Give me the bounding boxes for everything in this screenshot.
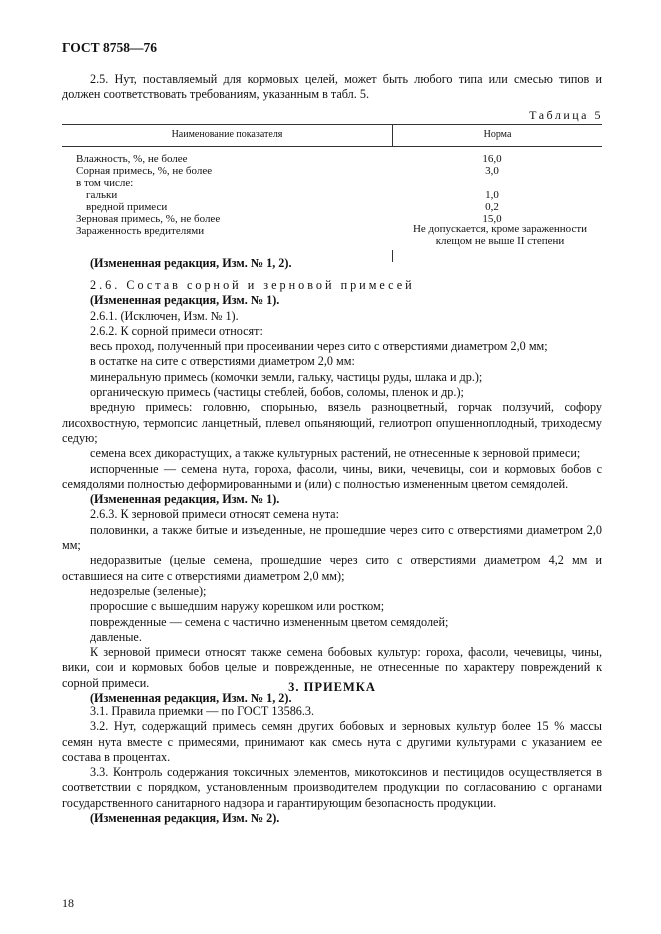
table-cell-name: гальки [86,189,118,201]
list-item: недоразвитые (целые семена, прошедшие через сито с отверстиями диаметром 4,2 мм и оставшиеся на сите с отверстиями диаметром 2,0 мм); [62,553,602,583]
table-cell-value: 3,0 [485,165,499,177]
list-item: проросшие с вышедшим наружу корешком или ростком; [90,599,385,614]
section-3 [62,704,602,826]
table-cell-name: Зерновая примесь, %, не более [76,213,221,225]
table-top-rule [62,124,602,125]
table-cell-note: Не допускается, кроме зараженности клещом не выше II степени [412,223,588,248]
paragraph-2-6-2: 2.6.2. К сорной примеси относят: [90,323,263,338]
edit-note: (Измененная редакция, Изм. № 2). [90,811,280,826]
paragraph-2-6-3: 2.6.3. К зерновой примеси относят семена нута: [90,507,339,522]
table-header-indicator: Наименование показателя [171,129,283,140]
table-cell-name: вредной примеси [86,201,168,213]
section-2-6 [62,278,602,706]
list-item: вредную примесь: головню, спорынью, вязель разноцветный, горчак ползучий, софору лисохвостную, термопсис ланцетный, плевел опьяняющий, гелиотроп опушенноплодный, триходесму седую; [62,400,602,445]
table-row [62,189,602,201]
edit-note: (Измененная редакция, Изм. № 1). [90,293,280,308]
paragraph-3-3: 3.3. Контроль содержания токсичных элементов, микотоксинов и пестицидов осуществляется в соответствии с порядком, установленным производителем продукции по согласованию с органами государственного санитарного надзора и гарантирующим безопасность продукции. [62,765,602,810]
section-3-title: 3. ПРИЕМКА [288,680,376,694]
paragraph-2-5: 2.5. Нут, поставляемый для кормовых целей, может быть любого типа или смесью типов и должен соответствовать требованиям, указанным в табл. 5. [62,72,602,102]
table-cell-name: Зараженность вредителями [76,225,205,237]
edit-note: (Измененная редакция, Изм. № 1, 2). [90,256,292,270]
table-cell-name: Сорная примесь, %, не более [76,165,213,177]
intro-paragraph [62,72,602,103]
table-cell-value: 1,0 [485,189,499,201]
table-row [62,153,602,165]
edit-note-block [62,256,602,271]
paragraph-3-2: 3.2. Нут, содержащий примесь семян других бобовых и зерновых культур более 15 % массы семян нута вместе с примесями, принимают как смесь нута с другими культурами с указанием ее состава в процентах. [62,719,602,764]
table-row [62,165,602,177]
list-item: недозрелые (зеленые); [90,583,207,598]
table-cell-value: 16,0 [482,153,502,165]
edit-note: (Измененная редакция, Изм. № 1). [90,492,280,507]
paragraph-text: К зерновой примеси относят также семена бобовых культур: гороха, фасоли, чечевицы, чины, вики, сои и кормовых бобов целые и поврежденные, не отнесенные по характеру повреждений к сорной примеси. [62,645,602,690]
list-item: поврежденные — семена с частично измененным цветом семядолей; [90,614,449,629]
list-item: весь проход, полученный при просеивании через сито с отверстиями диаметром 2,0 мм; [90,339,548,354]
list-item: минеральную примесь (комочки земли, гальку, частицы руды, шлака и др.); [90,369,483,384]
table-row [62,177,602,189]
list-item: в остатке на сите с отверстиями диаметром 2,0 мм: [90,354,355,369]
document-header: ГОСТ 8758—76 [62,40,158,55]
list-item: испорченные — семена нута, гороха, фасоли, чины, вики, чечевицы, сои и кормовых бобов с семядолями полностью деформированными и (или) с полностью измененным цветом семядолей. [62,461,602,491]
paragraph-2-6-1: 2.6.1. (Исключен, Изм. № 1). [90,308,239,323]
table-cell-name: в том числе: [76,177,134,189]
list-item: давленые. [90,629,142,644]
list-item: органическую примесь (частицы стеблей, бобов, соломы, пленок и др.); [90,385,464,400]
list-item: половинки, а также битые и изъеденные, не прошедшие через сито с отверстиями диаметром 2,0 мм; [62,522,602,553]
table-row [62,201,602,213]
table-header-rule [62,146,602,147]
table-header-norm: Норма [483,129,512,140]
section-2-6-title: 2.6. Состав сорной и зерновой примесей [90,278,415,292]
edit-note: (Измененная редакция, Изм. № 1, 2). [90,691,292,706]
page-number: 18 [62,896,74,910]
paragraph-3-1: 3.1. Правила приемки — по ГОСТ 13586.3. [90,704,315,718]
table-caption: Таблица 5 [529,108,603,122]
list-item: семена всех дикорастущих, а также культурных растений, не отнесенные к зерновой примеси; [90,446,581,461]
table-cell-name: Влажность, %, не более [76,153,188,165]
table-cell-value: 0,2 [485,201,499,213]
table-cell-value: 15,0 [482,213,502,225]
